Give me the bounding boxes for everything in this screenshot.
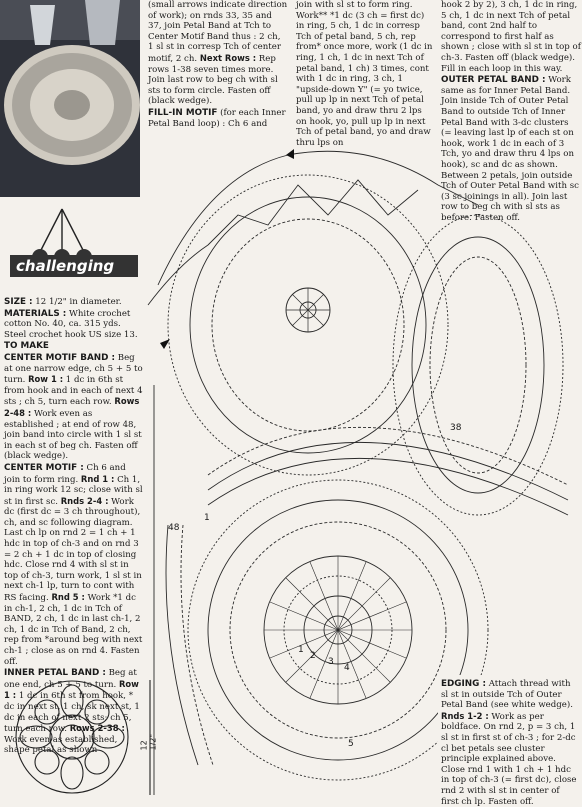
rnd-label-5: 5 — [348, 739, 354, 749]
col3-text: join with sl st to form ring. Work** *1 dc (3 ch = first dc) in ring, 5 ch, 1 dc in corresp Tch of petal band, 5 ch, rep from* once more, work (1 dc in ring, 1 ch, 1 dc in next Tch of petal band, 1 ch) 3 times, cont with 1 dc in ring, 3 ch, 1 "upside-down Y" (= yo twice, pull up lp in next Tch of petal band, yo and draw thru 2 lps on hook, yo, pull up lp in next Tch of petal band, yo and draw thru lps on — [296, 0, 433, 148]
edging-text: Attach thread with sl st in outside Tch of Outer Petal Band (see white wedge). — [441, 679, 573, 711]
ipb-heading: INNER PETAL BAND : — [4, 668, 106, 679]
to-make-heading: TO MAKE — [4, 341, 49, 352]
ipb-text: Beg at one end, ch 5 + 5 to turn. — [4, 668, 137, 690]
cmb-heading: CENTER MOTIF BAND : — [4, 352, 116, 363]
materials-text: White crochet cotton No. 40, ca. 315 yds. Steel crochet hook US size 13. — [4, 308, 138, 340]
cmb-text: Beg at one narrow edge, ch 5 + 5 to turn. — [4, 352, 143, 386]
edging-block — [438, 675, 582, 807]
cmb-row1-text: 1 dc in 6th st from hook and in each of next 4 sts ; ch 5, turn each row. — [4, 375, 143, 408]
column-2 — [148, 0, 288, 145]
cmb-row1-label: Row 1 : — [28, 374, 64, 385]
edging-heading: EDGING : — [441, 679, 486, 689]
ipb-rows-text: Work even as established, shape petal as shown — [4, 734, 118, 756]
cm-rnd5-text: Work *1 dc in ch-1, 2 ch, 1 dc in Tch of BAND, 2 ch, 1 dc in last ch-1, 2 ch, 1 dc in Tch of Band, 2 ch, rep from *around beg with next ch-1 ; close as on rnd 4. Fasten off. — [4, 593, 143, 667]
rnd-label-4: 4 — [344, 663, 350, 673]
column-3 — [296, 0, 434, 148]
cmb-rows-label: Rows 2-48 : — [4, 396, 140, 418]
rnd-label-1: 1 — [298, 645, 304, 655]
row-label-48: 48 — [168, 523, 180, 533]
cm-rnd1-text: Ch 1, in ring work 12 sc; close with sl st in first sc. — [4, 474, 143, 507]
difficulty-logo — [10, 207, 138, 289]
ipb-rows-label: Rows 2-38 : — [69, 723, 125, 734]
next-rows-text: Rep rows 1-38 seven times more. Join last row to beg ch with sl sts to form circle. Fasten off (black wedge). — [148, 53, 278, 107]
cmb-rows-text: Work even as established ; at end of row 48, join band into circle with 1 sl st in each st of beg ch. Fasten off (black wedge). — [4, 408, 142, 462]
ipb-row1-label: Row 1 : — [4, 678, 139, 701]
row-label-1: 1 — [204, 513, 210, 523]
opb-text: Work same as for Inner Petal Band. Join inside Tch of Outer Petal Band to outside Tch of Inner Petal Band with 3-dc clusters (= leaving last lp of each st on hook, work 1 dc in each of 3 Tch, yo and draw thru 4 lps on hook), sc and dc as shown. Between 2 petals, join outside Tch of Outer Petal Band with sc (3 sc joinings in all). Join last row to beg ch with sl sts as before. Fasten off. — [441, 75, 579, 223]
left-column — [4, 297, 144, 756]
row-label-38: 38 — [450, 423, 462, 433]
doily-photo — [0, 0, 140, 197]
cm-heading: CENTER MOTIF : — [4, 462, 84, 473]
diameter-label: 12 1/2" — [139, 733, 158, 751]
cm-rnd5-label: Rnd 5 : — [51, 592, 85, 603]
cm-text: Ch 6 and join to form ring. — [4, 462, 126, 485]
materials-heading: MATERIALS : — [4, 308, 67, 319]
cm-rnds-label: Rnds 2-4 : — [60, 495, 109, 506]
size-heading: SIZE : — [4, 297, 33, 307]
next-rows-label: Next Rows : — [199, 52, 257, 63]
rnd-label-3: 3 — [328, 657, 334, 667]
edging-rnds-label: Rnds 1-2 : — [441, 710, 489, 721]
edging-rnds-text: Work as per boldface. On rnd 2, p = 3 ch, 1 sl st in first st of ch-3 ; for 2-dc cl bet petals see cluster principle explained above. Close rnd 1 with 1 ch + 1 hdc in top of ch-3 (= first dc), close rnd 2 with sl st in center of first ch lp. Fasten off. — [441, 711, 577, 807]
rnd-label-2: 2 — [310, 651, 316, 661]
col4-text: hook 2 by 2), 3 ch, 1 dc in ring, 5 ch, 1 dc in next Tch of petal band, cont 2nd half to correspond to first half as shown ; close with sl st in top of ch-3. Fasten off (black wedge). Fill in each loop in this way. — [441, 0, 581, 74]
size-text: 12 1/2" in diameter. — [32, 297, 122, 307]
mini-doily-diagram — [0, 675, 160, 800]
ipb-row1-text: 1 dc in 6th st from hook, * dc in next st, 1 ch, sk next st, 1 dc in each of next 2 sts; ch 5, turn each row. — [4, 691, 140, 735]
fill-in-heading: FILL-IN MOTIF — [148, 107, 218, 118]
opb-heading: OUTER PETAL BAND : — [441, 75, 546, 86]
cm-rnd1-label: Rnd 1 : — [80, 473, 115, 484]
col2-text: (small arrows indicate direction of work); on rnds 33, 35 and 37, join Petal Band at Tch to Center Motif Band thus : 2 ch, 1 sl st in corresp Tch of center motif, 2 ch. — [148, 0, 288, 64]
fill-in-text: (for each Inner Petal Band loop) : Ch 6 and — [148, 107, 286, 129]
logo-text: challenging — [16, 257, 115, 275]
cm-rnds-text: Work dc (first dc = 3 ch throughout), ch, and sc following diagram. Last ch lp on rnd 2 = 1 ch + 1 hdc in top of ch-3 and on rnd 3 = 2 ch + 1 dc in top of closing hdc. Close rnd 4 with sl st in top of ch-3, turn work, 1 sl st in next ch-1 lp, turn to cont with RS facing. — [4, 496, 142, 604]
